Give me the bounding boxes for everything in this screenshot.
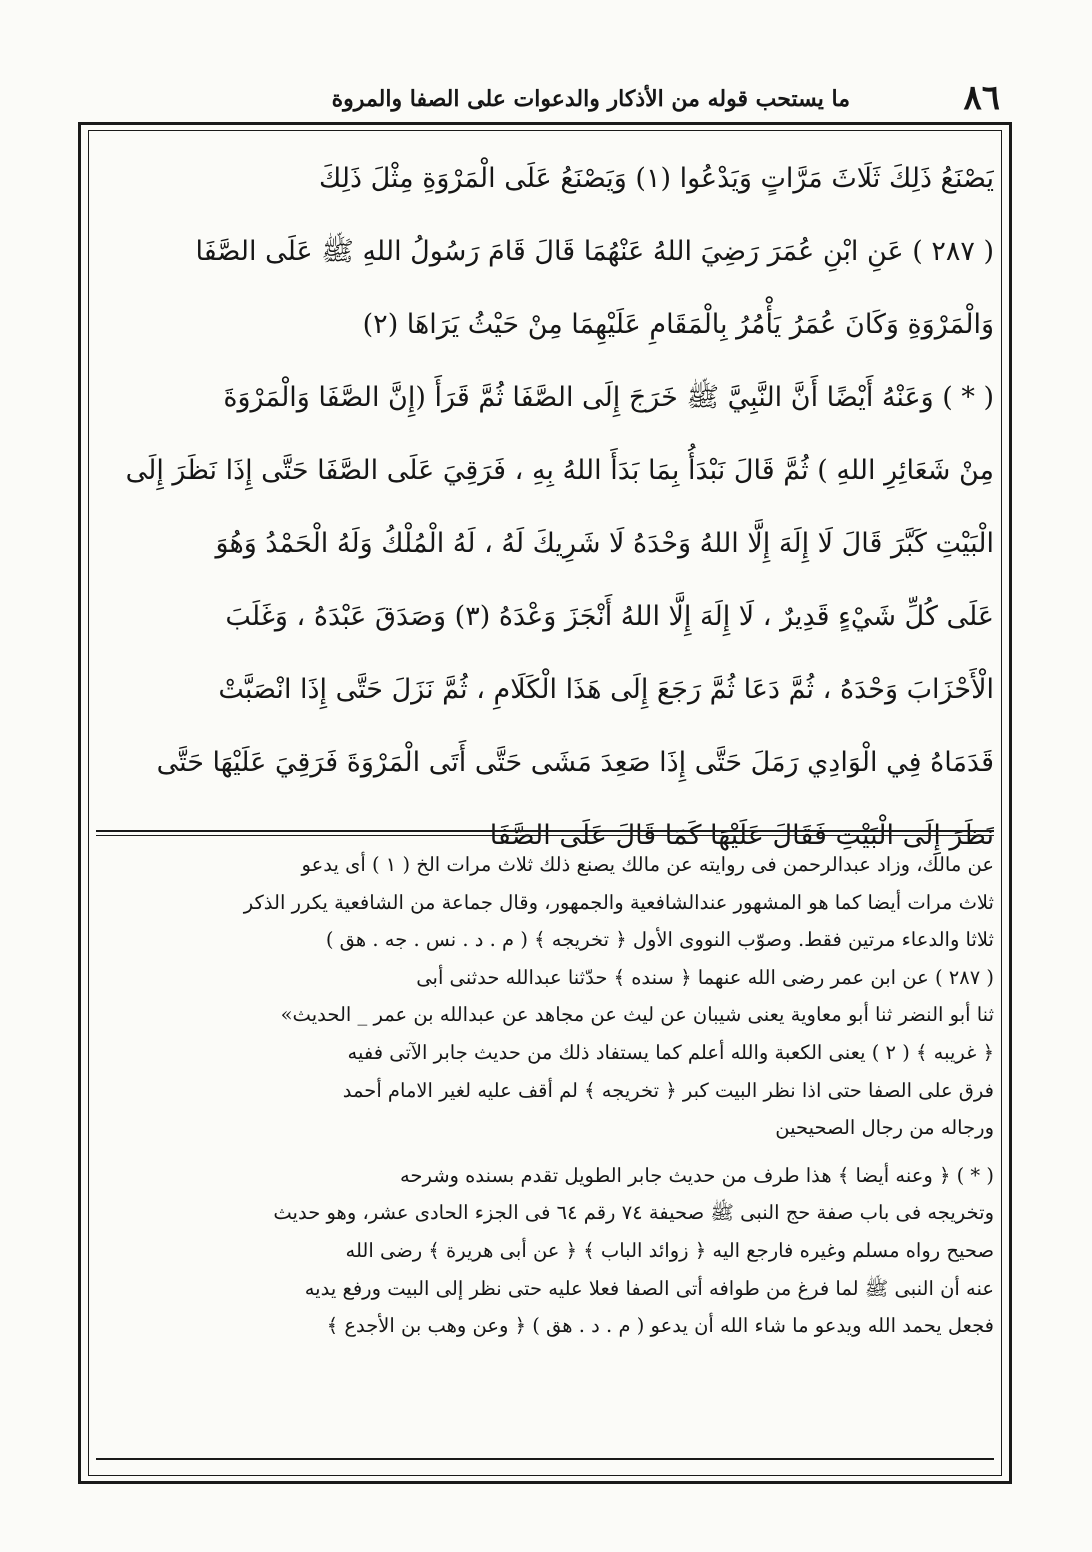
footnote-line: فجعل يحمد الله ويدعو ما شاء الله أن يدعو ( م . د . هق ) ﴿ وعن وهب بن الأجدع ﴾	[326, 1314, 994, 1338]
text-line: الْبَيْتِ كَبَّرَ قَالَ لَا إِلَهَ إِلَّا اللهُ وَحْدَهُ لَا شَرِيكَ لَهُ ، لَهُ الْمُلْكُ وَلَهُ الْحَمْدُ وَهُوَ	[215, 528, 994, 559]
text-line: وَالْمَرْوَةِ وَكَانَ عُمَرُ يَأْمُرُ بِالْمَقَامِ عَلَيْهِمَا مِنْ حَيْثُ يَرَاهَا (٢)	[362, 309, 994, 340]
footnote-line: ثنا أبو النضر ثنا أبو معاوية يعنى شيبان عن ليث عن مجاهد عن عبدالله بن عمر _ الحديث»	[280, 1003, 994, 1027]
footnote-line: ثلاثا والدعاء مرتين فقط. وصوّب النووى الأول ﴿ تخريجه ﴾ ( م . د . نس . جه . هق )	[325, 928, 994, 952]
footnote-line: عنه أن النبى ﷺ لما فرغ من طوافه أتى الصفا فعلا عليه حتى نظر إلى البيت ورفع يديه	[304, 1276, 994, 1300]
paragraph-gap	[96, 1147, 994, 1157]
page-number: ٨٦	[963, 78, 1000, 118]
footnote-line: وتخريجه فى باب صفة حج النبى ﷺ صحيفة ٧٤ رقم ٦٤ فى الجزء الحادى عشر، وهو حديث	[273, 1201, 994, 1225]
footnotes	[96, 846, 994, 1345]
footnote-line: ( * ) ﴿ وعنه أيضا ﴾ هذا طرف من حديث جابر الطويل تقدم بسنده وشرحه	[399, 1163, 994, 1187]
footnote-line: ﴿ غريبه ﴾ ( ٢ ) يعنى الكعبة والله أعلم كما يستفاد ذلك من حديث جابر الآتى ففيه	[347, 1040, 994, 1064]
text-line: ( * ) وَعَنْهُ أَيْضًا أَنَّ النَّبِيَّ ﷺ خَرَجَ إِلَى الصَّفَا ثُمَّ قَرَأَ (إِنَّ الصَّفَا وَالْمَرْوَةَ	[223, 382, 994, 413]
footnote-line: عن مالك، وزاد عبدالرحمن فى روايته عن مالك يصنع ذلك ثلاث مرات الخ ( ١ ) أى يدعو	[301, 853, 994, 876]
running-header	[80, 78, 1000, 122]
text-line: الْأَحْزَابَ وَحْدَهُ ، ثُمَّ دَعَا ثُمَّ رَجَعَ إِلَى هَذَا الْكَلَامِ ، ثُمَّ نَزَلَ حَتَّى إِذَا انْصَبَّتْ	[218, 674, 994, 705]
text-line: عَلَى كُلِّ شَيْءٍ قَدِيرٌ ، لَا إِلَهَ إِلَّا اللهُ أَنْجَزَ وَعْدَهُ (٣) وَصَدَقَ عَبْدَهُ ، وَغَلَبَ	[225, 601, 994, 632]
hadith-text	[96, 142, 994, 872]
text-line: مِنْ شَعَائِرِ اللهِ ) ثُمَّ قَالَ نَبْدَأُ بِمَا بَدَأَ اللهُ بِهِ ، فَرَقِيَ عَلَى الصَّفَا حَتَّى إِذَا نَظَرَ إِلَى	[125, 455, 994, 486]
text-line: ( ٢٨٧ ) عَنِ ابْنِ عُمَرَ رَضِيَ اللهُ عَنْهُمَا قَالَ قَامَ رَسُولُ اللهِ ﷺ عَلَى الصَّفَا	[195, 236, 994, 267]
text-line: يَصْنَعُ ذَلِكَ ثَلَاثَ مَرَّاتٍ وَيَدْعُوا (١) وَيَصْنَعُ عَلَى الْمَرْوَةِ مِثْلَ ذَلِكَ	[319, 163, 994, 194]
text-line: نَظَرَ إِلَى الْبَيْتِ فَقَالَ عَلَيْهَا كَمَا قَالَ عَلَى الصَّفَا	[489, 820, 994, 851]
footnote-separator	[96, 830, 994, 836]
text-line: قَدَمَاهُ فِي الْوَادِي رَمَلَ حَتَّى إِذَا صَعِدَ مَشَى حَتَّى أَتَى الْمَرْوَةَ فَرَقِيَ عَلَيْهَا حَتَّى	[156, 747, 994, 778]
footnote-line: ورجاله من رجال الصحيحين	[775, 1116, 994, 1140]
footnote-line: ثلاث مرات أيضا كما هو المشهور عندالشافعية والجمهور، وقال جماعة من الشافعية يكرر الذكر	[243, 890, 994, 914]
running-title: ما يستحب قوله من الأذكار والدعوات على الصفا والمروة	[331, 86, 850, 112]
bottom-rule	[96, 1458, 994, 1460]
footnote-line: صحيح رواه مسلم وغيره فارجع اليه ﴿ زوائد الباب ﴾ ﴿ عن أبى هريرة ﴾ رضى الله	[345, 1238, 994, 1262]
footnote-line: ( ٢٨٧ ) عن ابن عمر رضى الله عنهما ﴿ سنده ﴾ حدّثنا عبدالله حدثنى أبى	[416, 965, 994, 989]
footnote-line: فرق على الصفا حتى اذا نظر البيت كبر ﴿ تخريجه ﴾ لم أقف عليه لغير الامام أحمد	[342, 1078, 994, 1102]
